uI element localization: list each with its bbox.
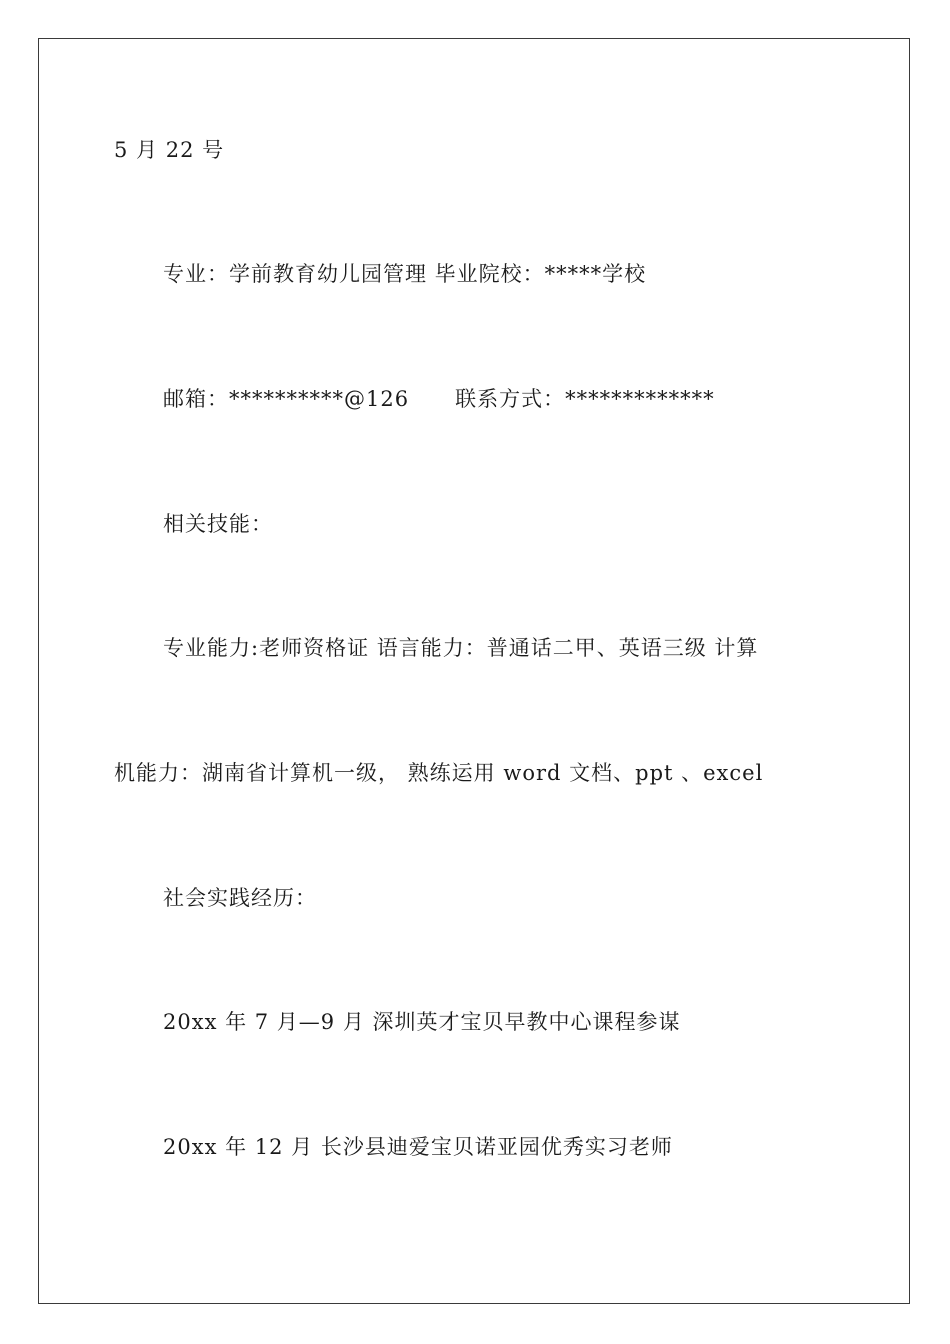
page-border xyxy=(38,38,910,1304)
practice-item-1: 20xx 年 7 月—9 月 深圳英才宝贝早教中心课程参谋 xyxy=(163,1010,681,1034)
practice-item-2: 20xx 年 12 月 长沙县迪爱宝贝诺亚园优秀实习老师 xyxy=(163,1135,673,1159)
practice-heading: 社会实践经历： xyxy=(163,886,317,910)
skills-line-1: 专业能力:老师资格证 语言能力：普通话二甲、英语三级 计算 xyxy=(163,636,759,660)
date-line: 5 月 22 号 xyxy=(114,138,225,162)
skills-line-2: 机能力：湖南省计算机一级， 熟练运用 word 文档、ppt 、excel xyxy=(114,761,764,785)
major-school-line: 专业：学前教育幼儿园管理 毕业院校：*****学校 xyxy=(163,262,647,286)
contact-line: 邮箱：**********@126 联系方式：************* xyxy=(163,387,715,411)
skills-heading: 相关技能： xyxy=(163,512,273,536)
